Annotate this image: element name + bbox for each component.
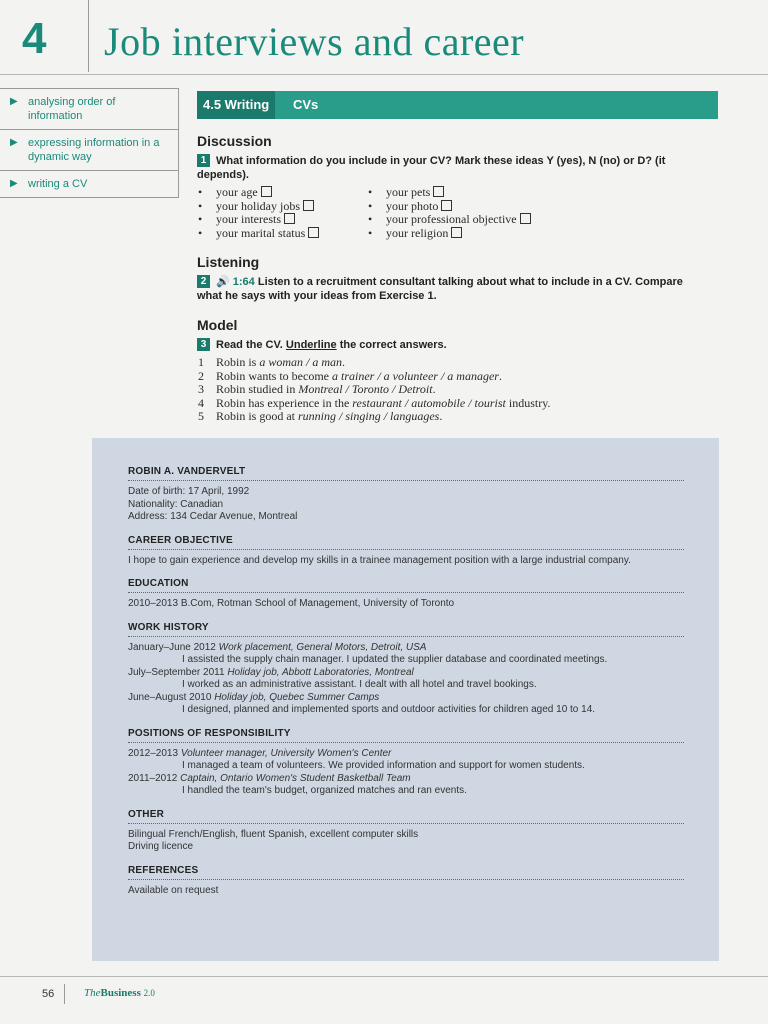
list-item: • your marital status — [198, 227, 319, 241]
answer-choices[interactable]: a trainer / a volunteer / a manager — [331, 368, 499, 383]
cv-references-text: Available on request — [128, 884, 219, 896]
answer-choices[interactable]: running / singing / languages — [298, 409, 440, 423]
objective-label: writing a CV — [28, 178, 88, 190]
checkbox[interactable] — [441, 200, 452, 211]
list-item: 3 Robin studied in Montreal / Toronto / Detroit. — [198, 382, 436, 396]
cv-panel — [92, 438, 719, 961]
header-rule — [0, 74, 768, 75]
cv-content — [128, 466, 684, 897]
model-heading: Model — [197, 317, 238, 333]
footer-divider — [64, 984, 65, 1004]
discussion-heading: Discussion — [197, 133, 272, 149]
page-number: 56 — [42, 988, 55, 1000]
cv-entry: 2011–2012 Captain, Ontario Women's Student Basketball Team — [128, 772, 411, 784]
cv-entry: 2012–2013 Volunteer manager, University Women's Center — [128, 747, 392, 759]
objective-label: expressing information in a dynamic way — [28, 137, 160, 163]
cv-positions-list: 2012–2013 Volunteer manager, University Women's Center I managed a team of volunteers. We provided information and support for women students. 2011–2012 Captain, Ontario Women's Student Basketball Team I handled the team's budget, organized matches and ran events. — [128, 748, 684, 798]
list-item: • your photo — [368, 200, 531, 214]
section-name: CVs — [293, 97, 319, 112]
cv-heading-other: OTHER — [128, 809, 684, 824]
objective-item — [0, 171, 178, 198]
listening-heading: Listening — [197, 254, 260, 270]
arrow-right-icon: ▶ — [10, 137, 18, 148]
cv-education-text: 2010–2013 B.Com, Rotman School of Management, University of Toronto — [128, 598, 455, 609]
model-instruction: 3 Read the CV. Underline the correct answers. — [197, 338, 697, 352]
cv-heading-positions: POSITIONS OF RESPONSIBILITY — [128, 728, 684, 743]
objective-label: analysing order of information — [28, 96, 116, 122]
discussion-instruction-text: What information do you include in your CV? Mark these ideas Y (yes), N (no) or D? (it depends). — [197, 155, 666, 181]
answer-choices[interactable]: a woman / a man — [259, 355, 343, 369]
list-item: • your age — [198, 186, 319, 200]
list-item: • your professional objective — [368, 213, 531, 227]
cv-heading-career: CAREER OBJECTIVE — [128, 535, 684, 550]
section-number: 4.5 Writing — [197, 91, 275, 119]
listening-instruction — [197, 275, 697, 303]
exercise-badge: 1 — [197, 154, 210, 167]
list-item: 5 Robin is good at running / singing / languages. — [198, 409, 443, 423]
unit-number: 4 — [22, 14, 47, 63]
footer-rule — [0, 976, 768, 977]
cv-work-list: January–June 2012 Work placement, General Motors, Detroit, USA I assisted the supply chain manager. I updated the supplier database and coordinated meetings. July–September 2011 Holiday job, Abbott Laboratories, Montreal I worked as an administrative assistant. I dealt with all hotel and travel bookings. June–August 2010 Holiday job, Quebec Summer Camps I designed, planned and implemented sports and outdoor activities for children aged 10 to 14. — [128, 642, 684, 717]
cv-other-list: Bilingual French/English, fluent Spanish, excellent computer skills Driving licence — [128, 828, 419, 852]
section-bar — [197, 91, 718, 119]
discussion-instruction — [197, 154, 697, 182]
arrow-right-icon: ▶ — [10, 178, 18, 189]
answer-choices[interactable]: Montreal / Toronto / Detroit — [298, 382, 433, 396]
brand-logo: TheBusiness 2.0 — [84, 987, 155, 999]
unit-title: Job interviews and career — [104, 19, 525, 64]
objectives-list — [0, 88, 179, 198]
list-item: 2 Robin wants to become a trainer / a volunteer / a manager. — [198, 368, 502, 383]
cv-entry: January–June 2012 Work placement, General Motors, Detroit, USA — [128, 641, 427, 653]
cv-heading-education: EDUCATION — [128, 578, 684, 593]
list-item: 4 Robin has experience in the restaurant / automobile / tourist industry. — [198, 395, 551, 410]
checkbox[interactable] — [451, 227, 462, 238]
list-item: • your holiday jobs — [198, 200, 319, 214]
model-questions — [198, 356, 550, 424]
cv-career-text: I hope to gain experience and develop my skills in a trainee management position with a large industrial company. — [128, 554, 631, 566]
cv-heading-references: REFERENCES — [128, 865, 684, 880]
checkbox[interactable] — [261, 186, 272, 197]
arrow-right-icon: ▶ — [10, 96, 18, 107]
answer-choices[interactable]: restaurant / automobile / tourist — [352, 395, 506, 410]
audio-track[interactable]: 1:64 — [232, 276, 255, 288]
cv-entry: June–August 2010 Holiday job, Quebec Summer Camps — [128, 691, 380, 703]
checkbox[interactable] — [308, 227, 319, 238]
list-item: • your pets — [368, 186, 531, 200]
list-item: • your interests — [198, 213, 319, 227]
discussion-list-left — [198, 186, 319, 240]
cv-personal: Date of birth: 17 April, 1992 Nationality: Canadian Address: 134 Cedar Avenue, Montreal — [128, 486, 298, 522]
list-item: 1 Robin is a woman / a man. — [198, 355, 346, 369]
exercise-badge: 3 — [197, 338, 210, 351]
list-item: • your religion — [368, 227, 531, 241]
objective-item — [0, 130, 178, 171]
checkbox[interactable] — [303, 200, 314, 211]
checkbox[interactable] — [520, 213, 531, 224]
cv-name: ROBIN A. VANDERVELT — [128, 466, 684, 481]
header-divider — [88, 0, 89, 72]
exercise-badge: 2 — [197, 275, 210, 288]
cv-heading-work: WORK HISTORY — [128, 622, 684, 637]
discussion-list-right — [368, 186, 531, 240]
objective-item — [0, 89, 178, 130]
cv-entry: July–September 2011 Holiday job, Abbott Laboratories, Montreal — [128, 666, 414, 678]
checkbox[interactable] — [433, 186, 444, 197]
checkbox[interactable] — [284, 213, 295, 224]
listening-instruction-text: Listen to a recruitment consultant talking about what to include in a CV. Compare what he says with your ideas from Exercise 1. — [197, 276, 683, 302]
audio-icon[interactable]: 🔊 — [216, 276, 230, 288]
